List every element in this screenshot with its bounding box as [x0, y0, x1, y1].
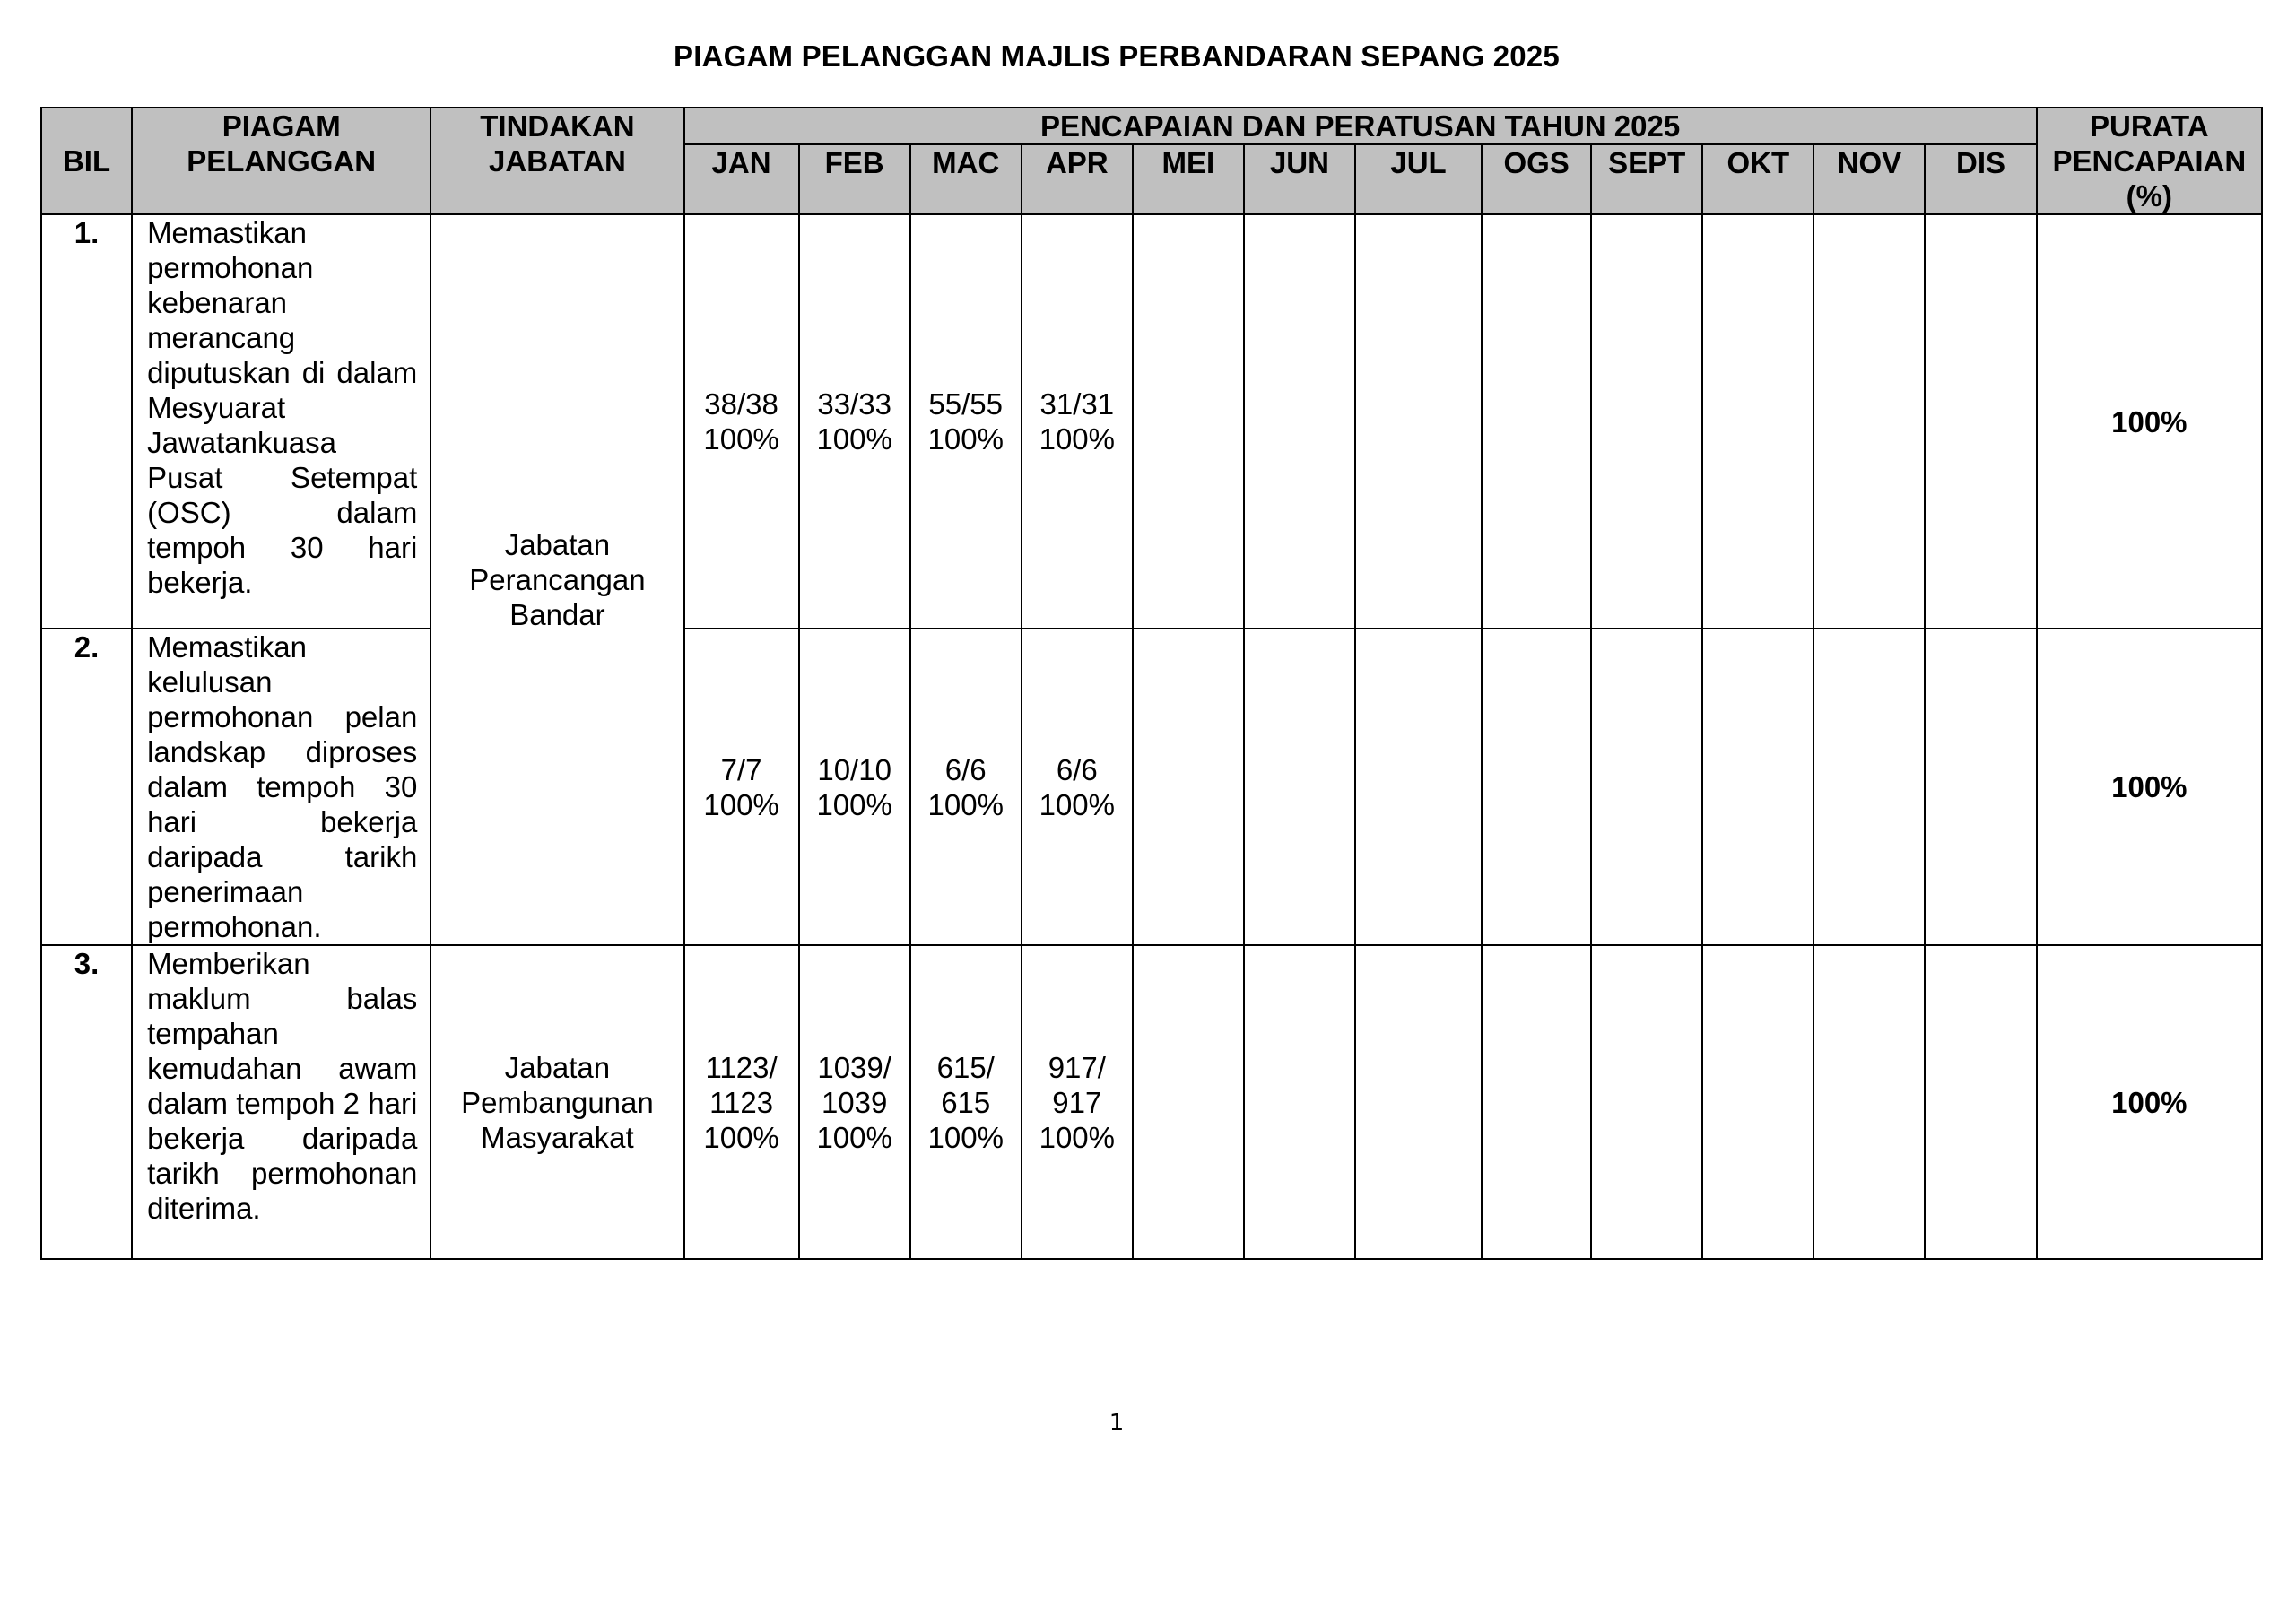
month-value-jun [1244, 945, 1355, 1259]
value-ratio-denominator: 917 [1052, 1085, 1102, 1119]
header-month-mac: MAC [910, 144, 1022, 214]
month-value-jun [1244, 629, 1355, 945]
header-month-feb: FEB [799, 144, 910, 214]
charter-text: Memastikan permohonan kebenaran merancang diputuskan di dalam Mesyuarat Jawatankuasa Pusat Setempat (OSC) dalam tempoh 30 hari bekerja. [132, 214, 430, 629]
department-cell [430, 945, 683, 1259]
value-percent: 100% [1039, 422, 1115, 456]
month-value-nov [1813, 945, 1925, 1259]
average-achievement: 100% [2037, 214, 2262, 629]
value-ratio: 7/7 [720, 752, 762, 786]
value-percent: 100% [816, 1120, 892, 1154]
month-value-feb [799, 945, 910, 1259]
header-month-nov: NOV [1813, 144, 1925, 214]
department-line: Masyarakat [481, 1120, 634, 1154]
month-value-mei [1133, 214, 1244, 629]
value-ratio: 917/ [1048, 1050, 1106, 1084]
month-value-sept [1591, 945, 1702, 1259]
header-month-okt: OKT [1702, 144, 1813, 214]
value-ratio: 615/ [936, 1050, 995, 1084]
department-line: Jabatan [504, 528, 611, 561]
month-value-okt [1702, 214, 1813, 629]
header-row-top [41, 108, 2262, 144]
value-percent: 100% [1039, 787, 1115, 821]
page-title: PIAGAM PELANGGAN MAJLIS PERBANDARAN SEPANG 2025 [674, 39, 1560, 73]
month-value-feb [799, 214, 910, 629]
header-month-dis: DIS [1925, 144, 2036, 214]
row-number: 1. [41, 214, 132, 629]
value-ratio: 6/6 [1056, 752, 1098, 786]
value-percent: 100% [703, 1120, 779, 1154]
row-number: 3. [41, 945, 132, 1259]
value-percent: 100% [927, 422, 1004, 456]
month-value-jun [1244, 214, 1355, 629]
month-value-feb [799, 629, 910, 945]
month-value-jan [684, 214, 799, 629]
month-value-jul [1355, 629, 1482, 945]
value-ratio: 6/6 [944, 752, 987, 786]
month-value-ogs [1482, 629, 1591, 945]
month-value-nov [1813, 629, 1925, 945]
month-value-mac [910, 214, 1022, 629]
month-value-okt [1702, 945, 1813, 1259]
value-ratio: 1039/ [817, 1050, 891, 1084]
value-ratio: 31/31 [1039, 387, 1115, 421]
month-value-mei [1133, 629, 1244, 945]
month-value-apr [1022, 629, 1133, 945]
header-bil: BIL [41, 108, 132, 214]
month-value-jul [1355, 945, 1482, 1259]
month-value-mac [910, 629, 1022, 945]
header-month-jul: JUL [1355, 144, 1482, 214]
header-month-ogs: OGS [1482, 144, 1591, 214]
header-month-jun: JUN [1244, 144, 1355, 214]
month-value-nov [1813, 214, 1925, 629]
header-pencapaian-group: PENCAPAIAN DAN PERATUSAN TAHUN 2025 [684, 108, 2037, 144]
month-value-mac [910, 945, 1022, 1259]
month-value-mei [1133, 945, 1244, 1259]
month-value-dis [1925, 945, 2036, 1259]
page-number: 1 [1109, 1410, 1125, 1436]
table-row [41, 629, 2262, 945]
department-line: Bandar [509, 598, 605, 631]
header-month-sept: SEPT [1591, 144, 1702, 214]
value-ratio: 10/10 [817, 752, 891, 786]
department-line: Pembangunan [461, 1085, 654, 1119]
value-ratio: 33/33 [817, 387, 891, 421]
month-value-sept [1591, 214, 1702, 629]
month-value-sept [1591, 629, 1702, 945]
month-value-jul [1355, 214, 1482, 629]
average-achievement: 100% [2037, 629, 2262, 945]
month-value-jan [684, 629, 799, 945]
header-month-mei: MEI [1133, 144, 1244, 214]
charter-text: Memberikan maklum balas tempahan kemudahan awam dalam tempoh 2 hari bekerja daripada tarikh permohonan diterima. [132, 945, 430, 1259]
row-number: 2. [41, 629, 132, 945]
value-percent: 100% [927, 787, 1004, 821]
value-percent: 100% [927, 1120, 1004, 1154]
month-value-dis [1925, 214, 2036, 629]
department-cell [430, 214, 683, 945]
value-ratio: 55/55 [928, 387, 1004, 421]
month-value-okt [1702, 629, 1813, 945]
month-value-apr [1022, 945, 1133, 1259]
department-line: Jabatan [504, 1050, 611, 1084]
value-ratio-denominator: 615 [941, 1085, 991, 1119]
table-row [41, 945, 2262, 1259]
month-value-ogs [1482, 214, 1591, 629]
header-month-jan: JAN [684, 144, 799, 214]
month-value-ogs [1482, 945, 1591, 1259]
header-piagam-pelanggan: PIAGAM PELANGGAN [132, 108, 430, 214]
header-purata-pencapaian: PURATA PENCAPAIAN (%) [2037, 108, 2262, 214]
value-ratio: 1123/ [705, 1050, 778, 1084]
header-tindakan-jabatan: TINDAKAN JABATAN [430, 108, 683, 214]
month-value-apr [1022, 214, 1133, 629]
value-ratio: 38/38 [704, 387, 778, 421]
customer-charter-table [40, 107, 2263, 1260]
month-value-jan [684, 945, 799, 1259]
table-row [41, 214, 2262, 629]
month-value-dis [1925, 629, 2036, 945]
average-achievement: 100% [2037, 945, 2262, 1259]
value-percent: 100% [816, 422, 892, 456]
value-percent: 100% [703, 787, 779, 821]
value-percent: 100% [1039, 1120, 1115, 1154]
header-month-apr: APR [1022, 144, 1133, 214]
value-ratio-denominator: 1039 [821, 1085, 888, 1119]
value-ratio-denominator: 1123 [709, 1085, 774, 1119]
charter-text: Memastikan kelulusan permohonan pelan landskap diproses dalam tempoh 30 hari bekerja daripada tarikh penerimaan permohonan. [132, 629, 430, 945]
value-percent: 100% [703, 422, 779, 456]
value-percent: 100% [816, 787, 892, 821]
department-line: Perancangan [469, 563, 646, 596]
